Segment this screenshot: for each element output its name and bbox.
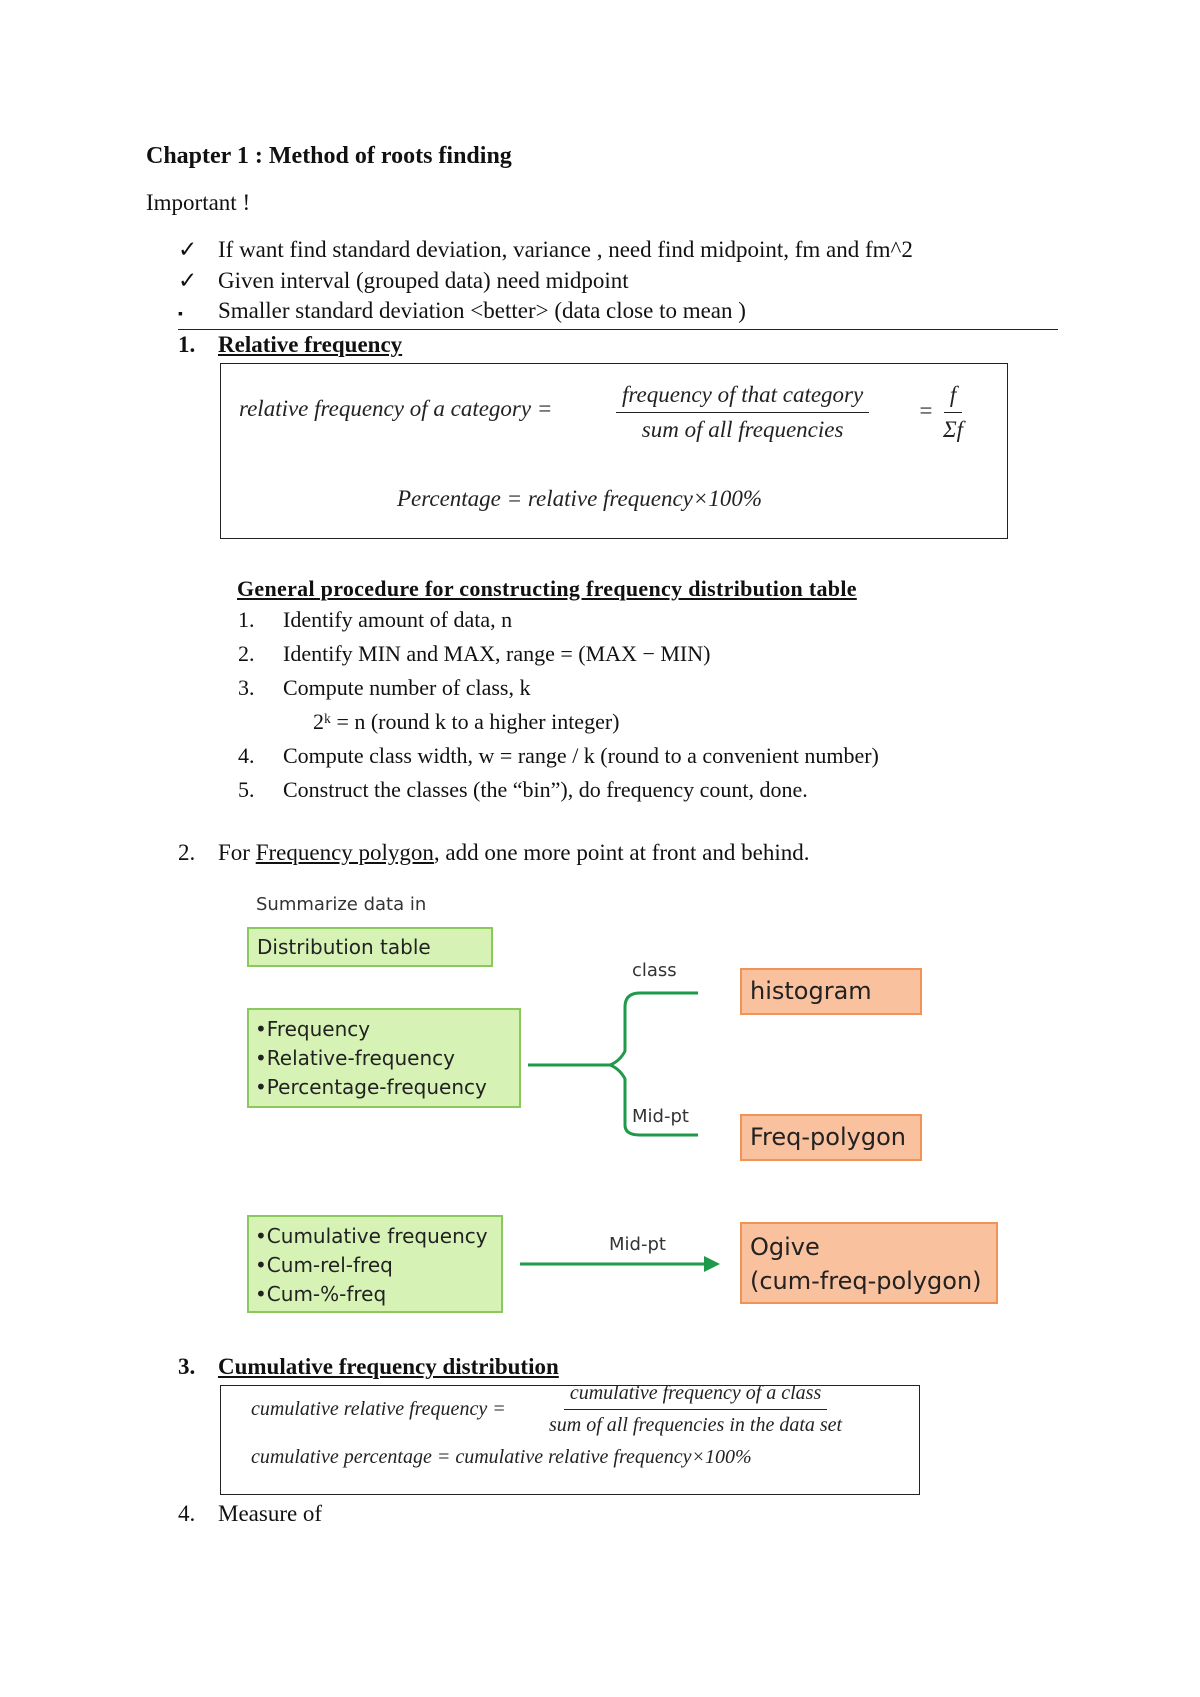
step-text: Compute number of class, k bbox=[283, 675, 531, 700]
histogram-label: histogram bbox=[750, 977, 872, 1005]
check-icon: ✓ bbox=[178, 268, 198, 293]
formula-fraction bbox=[543, 1382, 848, 1437]
bullet-item bbox=[178, 237, 913, 263]
section-1-heading bbox=[178, 332, 402, 358]
section-title: Measure of bbox=[218, 1501, 323, 1526]
bullet-item bbox=[178, 268, 629, 294]
formula-numerator: frequency of that category bbox=[616, 382, 869, 413]
step-number: 4. bbox=[238, 743, 255, 768]
section-number: 1. bbox=[178, 332, 196, 357]
step-number: 2. bbox=[238, 641, 255, 666]
formula-numerator: cumulative frequency of a class bbox=[564, 1382, 827, 1410]
divider bbox=[178, 329, 1058, 330]
list-item: •Relative-frequency bbox=[255, 1046, 455, 1070]
cumulative-percentage-formula: cumulative percentage = cumulative relative frequency×100% bbox=[251, 1446, 752, 1468]
formula-lhs: relative frequency of a category = bbox=[239, 396, 553, 421]
step-text: Identify MIN and MAX, range = (MAX − MIN) bbox=[283, 641, 711, 666]
list-item: •Cum-rel-freq bbox=[255, 1253, 393, 1277]
section-title: Cumulative frequency distribution bbox=[218, 1354, 559, 1379]
check-icon: ✓ bbox=[178, 237, 198, 262]
ogive-sublabel: (cum-freq-polygon) bbox=[750, 1267, 982, 1295]
section-number: 2. bbox=[178, 840, 196, 865]
bullet-item bbox=[178, 298, 746, 324]
distribution-table-box bbox=[247, 927, 493, 967]
relative-frequency-formula-box bbox=[220, 363, 1008, 539]
list-item: •Cum-%-freq bbox=[255, 1282, 387, 1306]
list-item: •Frequency bbox=[255, 1017, 371, 1041]
freq-polygon-box bbox=[740, 1114, 922, 1161]
ogive-box bbox=[740, 1222, 998, 1304]
formula-equals: = bbox=[918, 398, 934, 423]
step-text: 2ᵏ = n (round k to a higher integer) bbox=[313, 709, 620, 734]
section-number: 4. bbox=[178, 1501, 196, 1526]
freq-polygon-label: Freq-polygon bbox=[750, 1123, 906, 1151]
ogive-label: Ogive bbox=[750, 1233, 820, 1261]
formula-denominator: sum of all frequencies bbox=[641, 417, 844, 442]
percentage-formula: Percentage = relative frequency×100% bbox=[397, 486, 763, 511]
step-text: Identify amount of data, n bbox=[283, 607, 513, 632]
section-title: Relative frequency bbox=[218, 332, 403, 357]
histogram-box bbox=[740, 968, 922, 1015]
branch-connector bbox=[520, 985, 720, 1145]
formula-fraction bbox=[616, 382, 869, 443]
frequency-polygon-link[interactable]: Frequency polygon bbox=[255, 840, 434, 865]
formula-denominator: sum of all frequencies in the data set bbox=[549, 1414, 843, 1436]
frequency-types-box bbox=[247, 1008, 521, 1108]
distribution-table-label: Distribution table bbox=[257, 935, 431, 959]
chapter-title: Chapter 1 : Method of roots finding bbox=[146, 143, 512, 169]
procedure-step bbox=[238, 743, 879, 769]
midpt-label: Mid-pt bbox=[609, 1234, 666, 1255]
cumulative-types-box bbox=[247, 1215, 503, 1313]
formula-lhs: cumulative relative frequency = bbox=[251, 1398, 506, 1420]
formula-f-fraction bbox=[937, 382, 969, 443]
bullet-text: Smaller standard deviation <better> (data close to mean ) bbox=[218, 298, 746, 323]
section-3-heading bbox=[178, 1354, 559, 1380]
arrow-right-icon bbox=[518, 1252, 724, 1276]
procedure-step bbox=[238, 675, 530, 701]
section-number: 3. bbox=[178, 1354, 196, 1379]
f-numerator: f bbox=[944, 382, 962, 413]
class-label: class bbox=[632, 960, 677, 981]
procedure-step bbox=[268, 709, 620, 735]
f-denominator: Σf bbox=[943, 417, 964, 442]
list-item: •Cumulative frequency bbox=[255, 1224, 488, 1248]
section-suffix: , add one more point at front and behind. bbox=[433, 840, 810, 865]
important-note: Important ! bbox=[146, 190, 251, 215]
section-prefix: For bbox=[218, 840, 256, 865]
list-item: •Percentage-frequency bbox=[255, 1075, 487, 1099]
section-4-heading bbox=[178, 1501, 322, 1527]
procedure-step bbox=[238, 607, 512, 633]
bullet-text: Given interval (grouped data) need midpoint bbox=[218, 268, 629, 293]
procedure-step bbox=[238, 777, 808, 803]
step-number: 5. bbox=[238, 777, 255, 802]
midpt-label: Mid-pt bbox=[632, 1106, 689, 1127]
step-text: Construct the classes (the “bin”), do frequency count, done. bbox=[283, 777, 808, 802]
bullet-text: If want find standard deviation, variance , need find midpoint, fm and fm^2 bbox=[218, 237, 913, 262]
procedure-step bbox=[238, 641, 710, 667]
procedure-title: General procedure for constructing frequency distribution table bbox=[237, 576, 857, 601]
step-text: Compute class width, w = range / k (round to a convenient number) bbox=[283, 743, 879, 768]
summarize-label: Summarize data in bbox=[256, 894, 427, 915]
section-2-heading bbox=[178, 840, 810, 866]
cumulative-formula-box bbox=[220, 1382, 920, 1495]
square-bullet-icon: ▪ bbox=[178, 307, 183, 322]
step-number: 3. bbox=[238, 675, 255, 700]
step-number: 1. bbox=[238, 607, 255, 632]
